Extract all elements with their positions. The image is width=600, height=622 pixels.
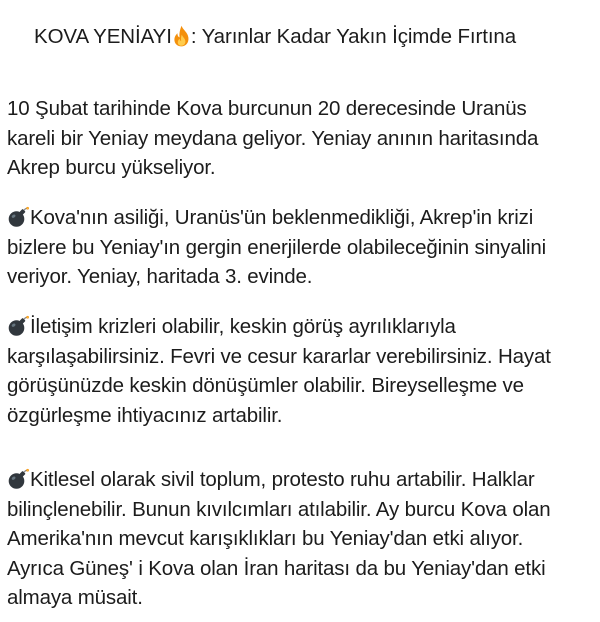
- paragraph-line: Ayrıca Güneş' i Kova olan İran haritası da bu Yeniay'dan etki: [7, 556, 546, 580]
- paragraph-line: almaya müsait.: [7, 586, 143, 610]
- title-suffix: : Yarınlar Kadar Yakın İçimde Fırtına: [190, 25, 517, 48]
- title-prefix: KOVA YENİAYI: [34, 25, 172, 48]
- paragraph-line: Amerika'nın mevcut karışıklıkları bu Yeniay'dan etki alıyor.: [7, 527, 524, 551]
- paragraph-line: [7, 312, 595, 342]
- paragraph-line: özgürleşme ihtiyacınız artabilir.: [7, 403, 283, 427]
- paragraph-intro: [7, 94, 595, 183]
- paragraph-line-text: Kova'nın asiliği, Uranüs'ün beklenmedikliği, Akrep'in krizi: [30, 206, 534, 229]
- bomb-icon: [7, 468, 29, 490]
- paragraph-line: karşılaşabilirsiniz. Fevri ve cesur kararlar verebilirsiniz. Hayat: [7, 344, 551, 368]
- bomb-icon: [7, 206, 29, 228]
- paragraph-line: bizlere bu Yeniay'ın gergin enerjilerde olabileceğinin sinyalini: [7, 235, 547, 259]
- fire-icon: [173, 25, 190, 47]
- post-title: [34, 24, 516, 50]
- paragraph-line: görüşünüzde keskin dönüşümler olabilir. Bireyselleşme ve: [7, 374, 524, 398]
- paragraph-line: 10 Şubat tarihinde Kova burcunun 20 derecesinde Uranüs: [7, 97, 527, 120]
- paragraph-line: [7, 465, 595, 495]
- paragraph-kitlesel: [7, 465, 595, 613]
- paragraph-line-text: İletişim krizleri olabilir, keskin görüş ayrılıklarıyla: [30, 315, 456, 338]
- paragraph-line: kareli bir Yeniay meydana geliyor. Yeniay anının haritasında: [7, 126, 539, 150]
- bomb-icon: [7, 315, 29, 337]
- paragraph-line-text: Kitlesel olarak sivil toplum, protesto ruhu artabilir. Halklar: [30, 468, 535, 491]
- paragraph-line: [7, 203, 595, 233]
- paragraph-iletisim: [7, 312, 595, 430]
- paragraph-line: bilinçlenebilir. Bunun kıvılcımları atılabilir. Ay burcu Kova olan: [7, 497, 551, 521]
- paragraph-kova-uranus: [7, 203, 595, 292]
- paragraph-line: Akrep burcu yükseliyor.: [7, 156, 216, 180]
- paragraph-line: veriyor. Yeniay, haritada 3. evinde.: [7, 265, 313, 289]
